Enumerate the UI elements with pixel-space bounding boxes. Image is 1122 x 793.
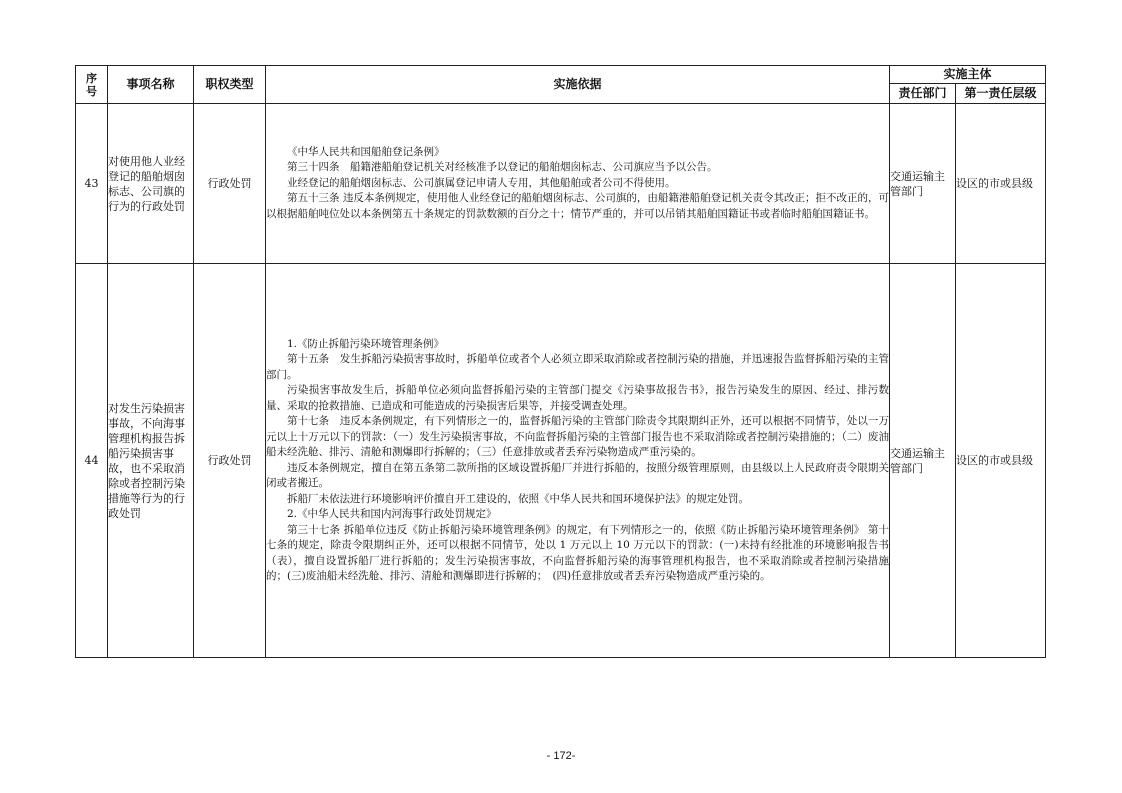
row-number: 43	[76, 104, 108, 264]
header-subject: 实施主体	[890, 66, 1046, 84]
header-level: 第一责任层级	[956, 84, 1046, 104]
basis-paragraph: 1.《防止拆船污染环境管理条例》	[287, 337, 445, 350]
power-type: 行政处罚	[194, 264, 266, 658]
legal-basis	[266, 104, 890, 264]
basis-paragraph: 污染损害事故发生后，拆船单位必须向监督拆船污染的主管部门提交《污染事故报告书》，报告污染发生的原因、经过、排污数量、采取的抢救措施、已造成和可能造成的污染损害后果等，并接受调查处理。	[266, 384, 889, 412]
header-dept: 责任部门	[890, 84, 956, 104]
basis-paragraph: 第十七条 违反本条例规定，有下列情形之一的，监督拆船污染的主管部门除责令其限期纠正外，还可以根据不同情节，处以一万元以上十万元以下的罚款：（一）发生污染损害事故，不向监督拆船污染的主管部门报告也不采取消除或者控制污染措施的；（二）废油船未经洗舱、排污、清舱和测爆即行拆解的；（三）任意排放或者丢弃污染物造成严重污染的。	[266, 415, 889, 458]
power-type: 行政处罚	[194, 104, 266, 264]
basis-paragraph: 第三十七条 拆船单位违反《防止拆船污染环境管理条例》的规定，有下列情形之一的，依照《防止拆船污染环境管理条例》 第十七条的规定，除责令限期纠正外，还可以根据不同情节，处以 1 万元以上 10 万元以下的罚款：(一)未持有经批准的环境影响报告书（表），擅自设置拆船厂进行拆船的；发生污染损害事故，不向监督拆船污染的海事管理机构报告，也不采取消除或者控制污染措施的；(三)废油船未经洗舱、排污、清舱和测爆即进行拆解的； (四)任意排放或者丢弃污染物造成严重污染的。	[266, 523, 889, 582]
responsible-department: 交通运输主管部门	[890, 104, 956, 264]
header-no: 序号	[76, 66, 108, 104]
basis-paragraph: 第三十四条 船籍港船舶登记机关对经核准予以登记的船舶烟囱标志、公司旗应当予以公告。	[287, 161, 718, 174]
first-responsibility-level: 设区的市或县级	[956, 264, 1046, 658]
header-type: 职权类型	[194, 66, 266, 104]
basis-paragraph: 2.《中华人民共和国内河海事行政处罚规定》	[287, 508, 497, 520]
responsible-department: 交通运输主管部门	[890, 264, 956, 658]
row-number: 44	[76, 264, 108, 658]
table-row	[76, 104, 1046, 264]
header-row	[76, 66, 1046, 84]
basis-paragraph: 《中华人民共和国船舶登记条例》	[287, 145, 445, 158]
header-name: 事项名称	[108, 66, 194, 104]
basis-paragraph: 拆船厂未依法进行环境影响评价擅自开工建设的，依照《中华人民共和国环境保护法》的规定处罚。	[287, 492, 749, 505]
basis-paragraph: 业经登记的船舶烟囱标志、公司旗属登记申请人专用，其他船舶或者公司不得使用。	[287, 176, 676, 189]
basis-paragraph: 第五十三条 违反本条例规定，使用他人业经登记的船舶烟囱标志、公司旗的，由船籍港船舶登记机关责令其改正；拒不改正的，可以根据船舶吨位处以本条例第五十条规定的罚款数额的百分之十；情节严重的，并可以吊销其船舶国籍证书或者临时船舶国籍证书。	[266, 192, 889, 220]
legal-basis	[266, 264, 890, 658]
item-name: 对使用他人业经登记的船舶烟囱标志、公司旗的行为的行政处罚	[108, 104, 194, 264]
basis-paragraph: 违反本条例规定，擅自在第五条第二款所指的区域设置拆船厂并进行拆船的，按照分级管理原则，由县级以上人民政府责令限期关闭或者搬迁。	[266, 461, 889, 489]
header-basis: 实施依据	[266, 66, 890, 104]
enforcement-table	[75, 65, 1046, 658]
table-row	[76, 264, 1046, 658]
item-name: 对发生污染损害事故，不向海事管理机构报告拆船污染损害事故，也不采取消除或者控制污染措施等行为的行政处罚	[108, 264, 194, 658]
first-responsibility-level: 设区的市或县级	[956, 104, 1046, 264]
basis-paragraph: 第十五条 发生拆船污染损害事故时，拆船单位或者个人必须立即采取消除或者控制污染的措施，并迅速报告监督拆船污染的主管部门。	[266, 353, 889, 381]
page-number: - 172-	[546, 750, 576, 762]
